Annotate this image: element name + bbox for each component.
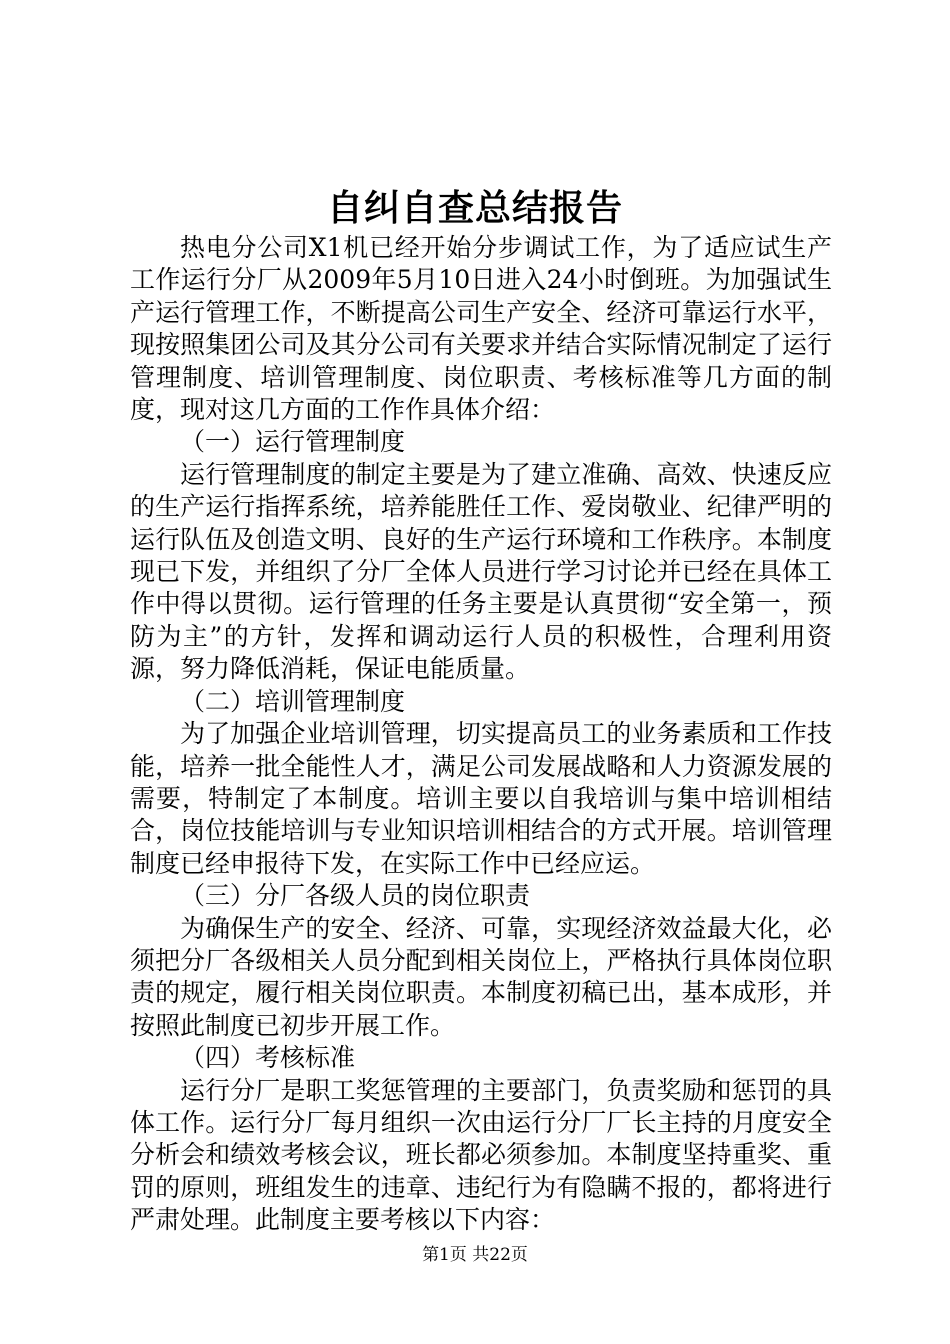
section-body-duties: 为确保生产的安全、经济、可靠，实现经济效益最大化，必须把分厂各级相关人员分配到相关岗位上，严格执行具体岗位职责的规定，履行相关岗位职责。本制度初稿已出，基本成形，并按照此制度已初步开展工作。 bbox=[130, 913, 832, 1040]
intro-paragraph: 热电分公司X1机已经开始分步调试工作，为了适应试生产工作运行分厂从2009年5月10日进入24小时倒班。为加强试生产运行管理工作，不断提高公司生产安全、经济可靠运行水平，现按照集团公司及其分公司有关要求并结合实际情况制定了运行管理制度、培训管理制度、岗位职责、考核标准等几方面的制度，现对这几方面的工作作具体介绍： bbox=[130, 233, 832, 425]
section-body-operation: 运行管理制度的制定主要是为了建立准确、高效、快速反应的生产运行指挥系统，培养能胜任工作、爱岗敬业、纪律严明的运行队伍及创造文明、良好的生产运行环境和工作秩序。本制度现已下发，并组织了分厂全体人员进行学习讨论并已经在具体工作中得以贯彻。运行管理的任务主要是认真贯彻“安全第一，预防为主”的方针，发挥和调动运行人员的积极性，合理利用资源，努力降低消耗，保证电能质量。 bbox=[130, 459, 832, 684]
section-body-training: 为了加强企业培训管理，切实提高员工的业务素质和工作技能，培养一批全能性人才，满足公司发展战略和人力资源发展的需要，特制定了本制度。培训主要以自我培训与集中培训相结合，岗位技能培训与专业知识培训相结合的方式开展。培训管理制度已经申报待下发，在实际工作中已经应运。 bbox=[130, 719, 832, 878]
document-body bbox=[130, 232, 832, 1237]
section-heading-assessment: （四）考核标准 bbox=[180, 1043, 356, 1073]
section-body-assessment: 运行分厂是职工奖惩管理的主要部门，负责奖励和惩罚的具体工作。运行分厂每月组织一次由运行分厂厂长主持的月度安全分析会和绩效考核会议，班长都必须参加。本制度坚持重奖、重罚的原则，班组发生的违章、违纪行为有隐瞒不报的，都将进行严肃处理。此制度主要考核以下内容： bbox=[130, 1075, 832, 1235]
page-number: 第1页 共22页 bbox=[422, 1245, 528, 1265]
section-heading-training: （二）培训管理制度 bbox=[180, 686, 406, 716]
section-heading-duties: （三）分厂各级人员的岗位职责 bbox=[180, 881, 531, 911]
document-title: 自纠自查总结报告 bbox=[326, 187, 623, 229]
section-heading-operation: （一）运行管理制度 bbox=[180, 427, 406, 457]
